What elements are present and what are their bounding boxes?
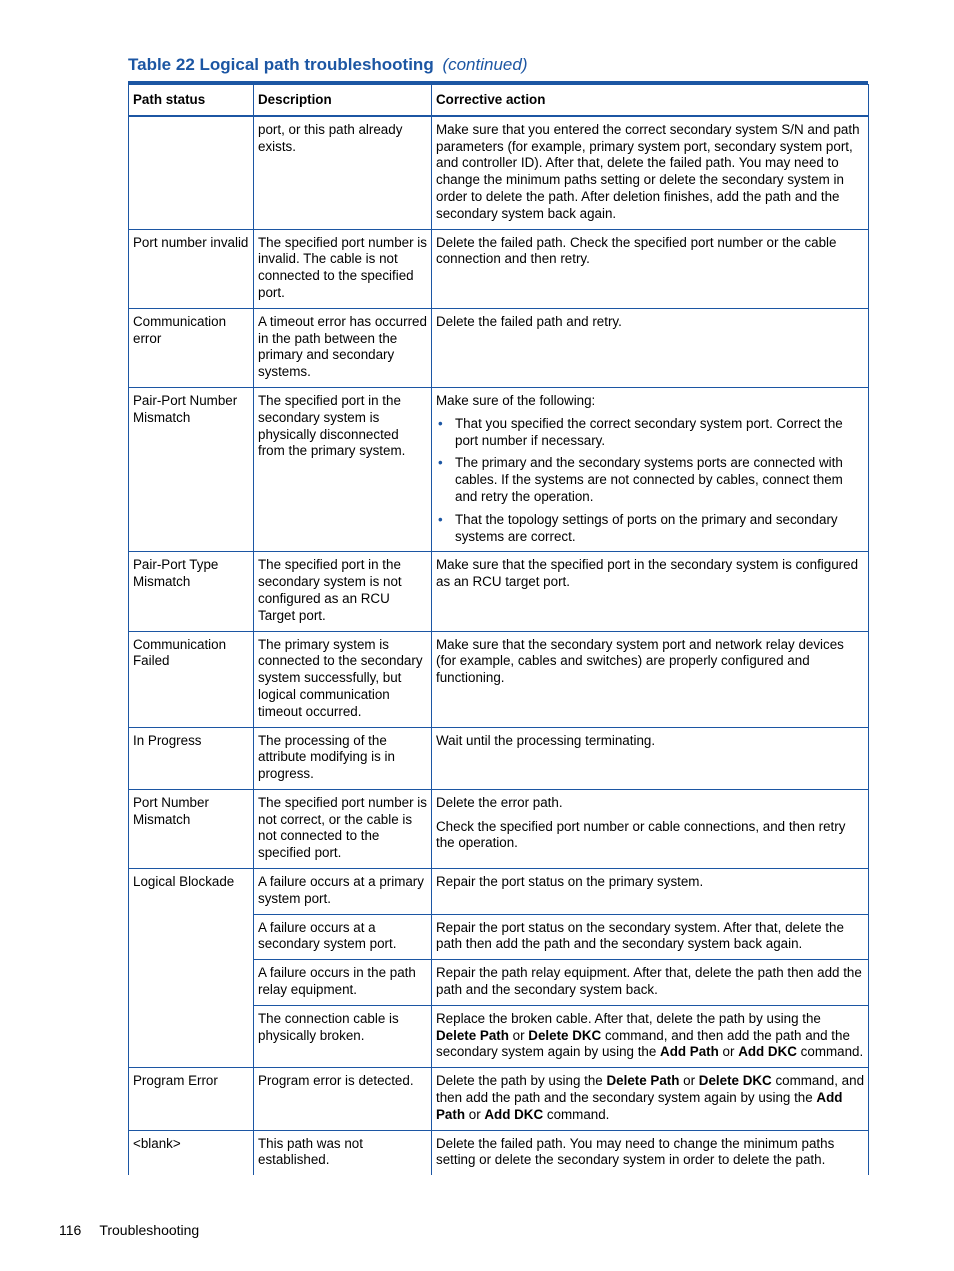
path-status-cell: Program Error xyxy=(129,1068,254,1130)
action-text: or xyxy=(508,1027,529,1043)
description-cell: The specified port number is not correct, or the cable is not connected to the specified port. xyxy=(254,789,432,868)
action-text: Replace the broken cable. After that, delete the path by using the xyxy=(436,1010,821,1026)
command-add-path: Add Path xyxy=(660,1044,719,1060)
path-status-cell: Port number invalid xyxy=(129,229,254,308)
action-text: command, and then add the path and the secondary system again by using the xyxy=(436,1027,850,1060)
action-text: or xyxy=(718,1044,739,1060)
continued-label: (continued) xyxy=(442,55,528,74)
description-cell: The specified port in the secondary system is not configured as an RCU Target port. xyxy=(254,552,432,631)
path-status-cell: Pair-Port Number Mismatch xyxy=(129,387,254,551)
corrective-action-cell: Make sure that the specified port in the secondary system is configured as an RCU target port. xyxy=(432,552,869,631)
page-footer xyxy=(59,1222,199,1238)
corrective-action-cell: Delete the failed path. Check the specified port number or the cable connection and then retry. xyxy=(432,229,869,308)
table-row xyxy=(129,116,869,229)
path-status-cell xyxy=(129,116,254,229)
action-text: Delete the path by using the xyxy=(436,1073,607,1089)
corrective-action-cell: Make sure that you entered the correct secondary system S/N and path parameters (for example, primary system port, secondary system port, and controller ID). After that, delete the failed path. You may need to change the minimum paths setting or delete the secondary system in order to delete the path. After deletion finishes, add the path and the secondary system back again. xyxy=(432,116,869,229)
section-name: Troubleshooting xyxy=(99,1222,200,1238)
action-intro: Make sure of the following: xyxy=(436,392,596,408)
path-status-cell: Communication error xyxy=(129,308,254,387)
path-status-cell: Pair-Port Type Mismatch xyxy=(129,552,254,631)
description-cell: The connection cable is physically broken. xyxy=(254,1005,432,1067)
corrective-action-cell: Repair the port status on the secondary system. After that, delete the path then add the path and the secondary system back again. xyxy=(432,914,869,960)
table-row xyxy=(129,631,869,727)
table-row xyxy=(129,387,869,551)
command-delete-dkc: Delete DKC xyxy=(698,1073,772,1089)
corrective-action-cell: Repair the path relay equipment. After that, delete the path then add the path and the secondary system back. xyxy=(432,960,869,1006)
action-paragraph: Check the specified port number or cable connections, and then retry the operation. xyxy=(436,818,846,851)
table-row xyxy=(129,789,869,868)
table-row xyxy=(129,727,869,789)
description-cell: A failure occurs at a secondary system port. xyxy=(254,914,432,960)
header-description: Description xyxy=(254,85,432,116)
action-text: command, and then add the path and the secondary system again by using the xyxy=(436,1073,865,1106)
description-cell: A failure occurs in the path relay equipment. xyxy=(254,960,432,1006)
description-cell: Program error is detected. xyxy=(254,1068,432,1130)
action-text: command. xyxy=(796,1044,864,1060)
command-delete-dkc: Delete DKC xyxy=(528,1027,602,1043)
path-status-cell: <blank> xyxy=(129,1130,254,1175)
list-item: • That the topology settings of ports on the primary and secondary systems are correct. xyxy=(455,512,864,546)
table-row xyxy=(129,308,869,387)
table-header-row xyxy=(129,85,869,116)
table-row xyxy=(129,869,869,915)
table-title: Table 22 Logical path troubleshooting xyxy=(128,55,434,74)
description-cell: A timeout error has occurred in the path between the primary and secondary systems. xyxy=(254,308,432,387)
action-paragraph: Delete the error path. xyxy=(436,794,563,810)
path-status-cell: In Progress xyxy=(129,727,254,789)
action-text: command. xyxy=(543,1106,610,1122)
description-cell: port, or this path already exists. xyxy=(254,116,432,229)
command-delete-path: Delete Path xyxy=(606,1073,680,1089)
table-row xyxy=(129,229,869,308)
header-corrective-action: Corrective action xyxy=(432,85,869,116)
corrective-action-cell xyxy=(432,1068,869,1130)
table-caption xyxy=(128,55,528,75)
corrective-action-cell xyxy=(432,387,869,551)
corrective-action-cell: Repair the port status on the primary system. xyxy=(432,869,869,915)
command-delete-path: Delete Path xyxy=(436,1027,509,1043)
troubleshooting-table xyxy=(128,84,869,1175)
action-text: or xyxy=(679,1073,699,1089)
corrective-action-cell: Delete the failed path and retry. xyxy=(432,308,869,387)
table-row xyxy=(129,1130,869,1175)
troubleshooting-table-wrapper xyxy=(128,81,868,1175)
command-add-dkc: Add DKC xyxy=(738,1044,797,1060)
command-add-dkc: Add DKC xyxy=(484,1106,544,1122)
path-status-cell: Port Number Mismatch xyxy=(129,789,254,868)
corrective-action-cell: Delete the failed path. You may need to change the minimum paths setting or delete the secondary system in order to delete the path. xyxy=(432,1130,869,1175)
description-cell: The processing of the attribute modifying is in progress. xyxy=(254,727,432,789)
path-status-cell: Logical Blockade xyxy=(129,869,254,1068)
corrective-action-cell xyxy=(432,1005,869,1067)
description-cell: The specified port number is invalid. The cable is not connected to the specified port. xyxy=(254,229,432,308)
action-bullet-list xyxy=(436,416,864,546)
header-path-status: Path status xyxy=(129,85,254,116)
corrective-action-cell: Wait until the processing terminating. xyxy=(432,727,869,789)
path-status-cell: Communication Failed xyxy=(129,631,254,727)
description-cell: This path was not established. xyxy=(254,1130,432,1175)
list-item: • That you specified the correct secondary system port. Correct the port number if necessary. xyxy=(455,416,864,450)
corrective-action-cell xyxy=(432,789,869,868)
description-cell: The specified port in the secondary system is physically disconnected from the primary system. xyxy=(254,387,432,551)
description-cell: The primary system is connected to the secondary system successfully, but logical communication timeout occurred. xyxy=(254,631,432,727)
table-row xyxy=(129,1068,869,1130)
description-cell: A failure occurs at a primary system port. xyxy=(254,869,432,915)
table-row xyxy=(129,552,869,631)
action-text: or xyxy=(465,1106,485,1122)
page-number: 116 xyxy=(59,1222,82,1238)
corrective-action-cell: Make sure that the secondary system port and network relay devices (for example, cables and switches) are properly configured and functioning. xyxy=(432,631,869,727)
list-item: • The primary and the secondary systems ports are connected with cables. If the systems are not connected by cables, connect them and retry the operation. xyxy=(455,455,864,505)
command-add-path: Add Path xyxy=(436,1090,843,1122)
